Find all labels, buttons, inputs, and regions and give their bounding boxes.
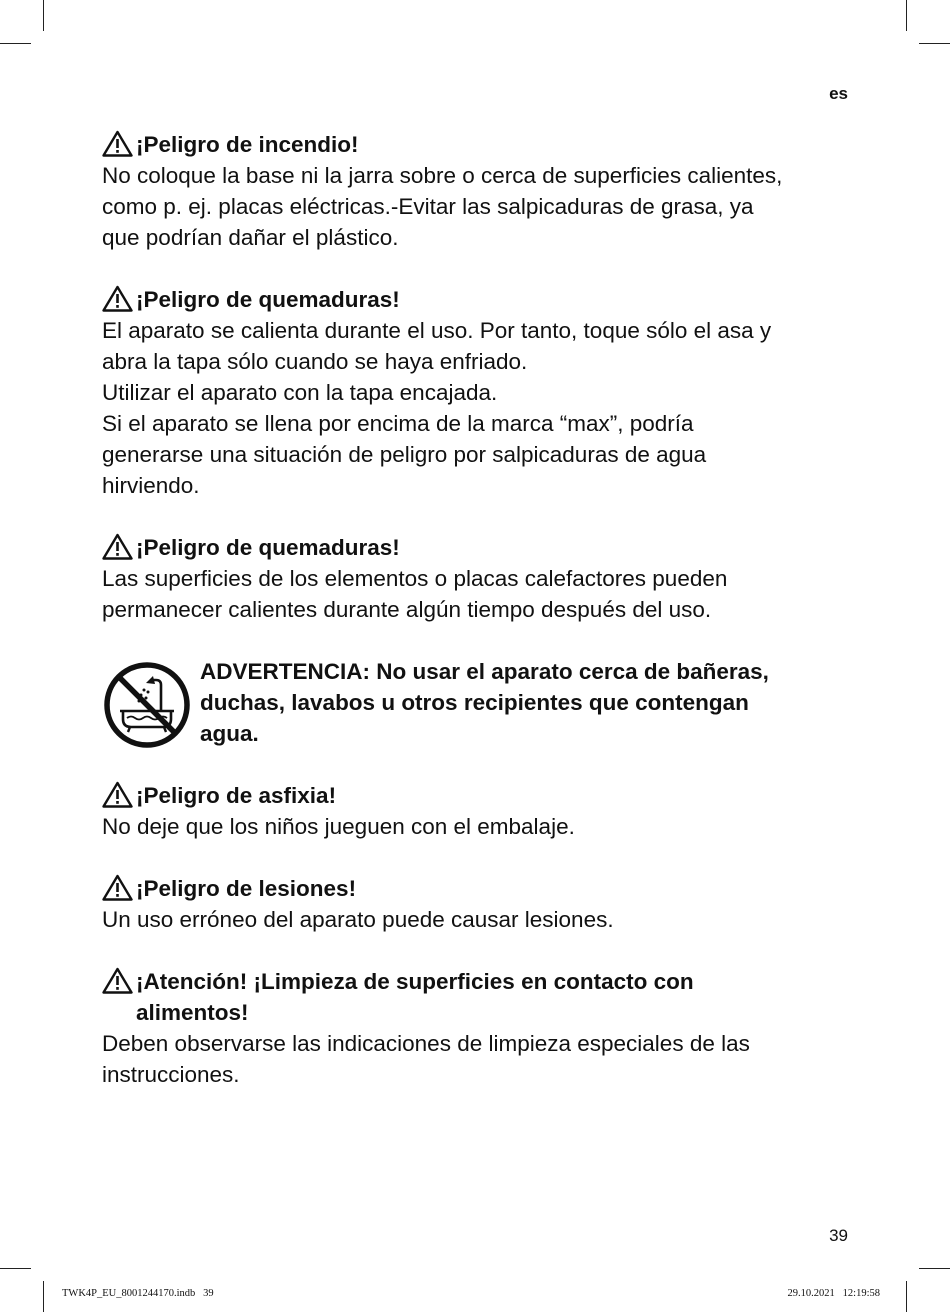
crop-mark — [919, 1268, 950, 1269]
body-line: abra la tapa sólo cuando se haya enfriado. — [102, 349, 528, 374]
crop-mark — [919, 43, 950, 44]
body-line: instrucciones. — [102, 1062, 240, 1087]
section-heading — [102, 532, 862, 563]
section-body — [102, 904, 862, 935]
section-heading — [102, 129, 862, 160]
warning-triangle-icon — [102, 285, 133, 312]
section-burn-hazard-surfaces — [102, 532, 862, 625]
warning-triangle-icon — [102, 533, 133, 560]
warning-triangle-icon — [102, 781, 133, 808]
section-title-line: ¡Atención! ¡Limpieza de superficies en contacto con — [136, 969, 694, 994]
language-code: es — [829, 84, 848, 103]
section-injury-hazard — [102, 873, 862, 935]
section-body — [102, 563, 862, 625]
warning-triangle-icon — [102, 130, 133, 157]
body-line: Las superficies de los elementos o placas calefactores pueden — [102, 566, 728, 591]
body-line: Utilizar el aparato con la tapa encajada. — [102, 380, 498, 405]
crop-mark — [43, 0, 44, 31]
body-line: Un uso erróneo del aparato puede causar lesiones. — [102, 907, 614, 932]
section-title: ¡Peligro de lesiones! — [136, 876, 357, 901]
section-body — [102, 1028, 862, 1090]
crop-mark — [0, 43, 31, 44]
body-line: que podrían dañar el plástico. — [102, 225, 399, 250]
body-line: generarse una situación de peligro por salpicaduras de agua — [102, 442, 707, 467]
warning-triangle-icon — [102, 874, 133, 901]
body-line: No deje que los niños jueguen con el embalaje. — [102, 814, 575, 839]
section-body — [102, 811, 862, 842]
safety-content — [102, 129, 862, 1121]
section-heading — [102, 966, 862, 1028]
section-body — [102, 315, 862, 501]
section-title: ¡Peligro de quemaduras! — [136, 535, 400, 560]
section-title-line: alimentos! — [136, 1000, 249, 1025]
section-title: ¡Peligro de asfixia! — [136, 783, 337, 808]
section-heading — [102, 780, 862, 811]
crop-mark — [43, 1281, 44, 1312]
section-heading — [102, 284, 862, 315]
section-suffocation-hazard — [102, 780, 862, 842]
section-fire-hazard — [102, 129, 862, 253]
warning-triangle-icon — [102, 967, 133, 994]
body-line: Deben observarse las indicaciones de limpieza especiales de las — [102, 1031, 750, 1056]
advertencia-block — [102, 656, 862, 749]
body-line: hirviendo. — [102, 473, 200, 498]
section-food-contact-cleaning — [102, 966, 862, 1090]
footer-file-info: TWK4P_EU_8001244170.indb 39 — [62, 1288, 214, 1299]
body-line: Si el aparato se llena por encima de la marca “max”, podría — [102, 411, 694, 436]
crop-mark — [906, 0, 907, 31]
section-heading — [102, 873, 862, 904]
body-line: permanecer calientes durante algún tiempo después del uso. — [102, 597, 712, 622]
crop-mark — [0, 1268, 31, 1269]
section-title: ¡Peligro de incendio! — [136, 132, 359, 157]
section-burn-hazard — [102, 284, 862, 501]
body-line: El aparato se calienta durante el uso. Por tanto, toque sólo el asa y — [102, 318, 772, 343]
section-body — [102, 160, 862, 253]
body-line: como p. ej. placas eléctricas.-Evitar las salpicaduras de grasa, ya — [102, 194, 754, 219]
advertencia-line: duchas, lavabos u otros recipientes que contengan — [200, 690, 749, 715]
footer-timestamp: 29.10.2021 12:19:58 — [787, 1288, 880, 1299]
advertencia-line: agua. — [200, 721, 259, 746]
advertencia-line: ADVERTENCIA: No usar el aparato cerca de bañeras, — [200, 659, 769, 684]
crop-mark — [906, 1281, 907, 1312]
section-title: ¡Peligro de quemaduras! — [136, 287, 400, 312]
no-bathtub-shower-icon — [103, 661, 191, 749]
body-line: No coloque la base ni la jarra sobre o cerca de superficies calientes, — [102, 163, 783, 188]
page-number: 39 — [829, 1226, 848, 1245]
